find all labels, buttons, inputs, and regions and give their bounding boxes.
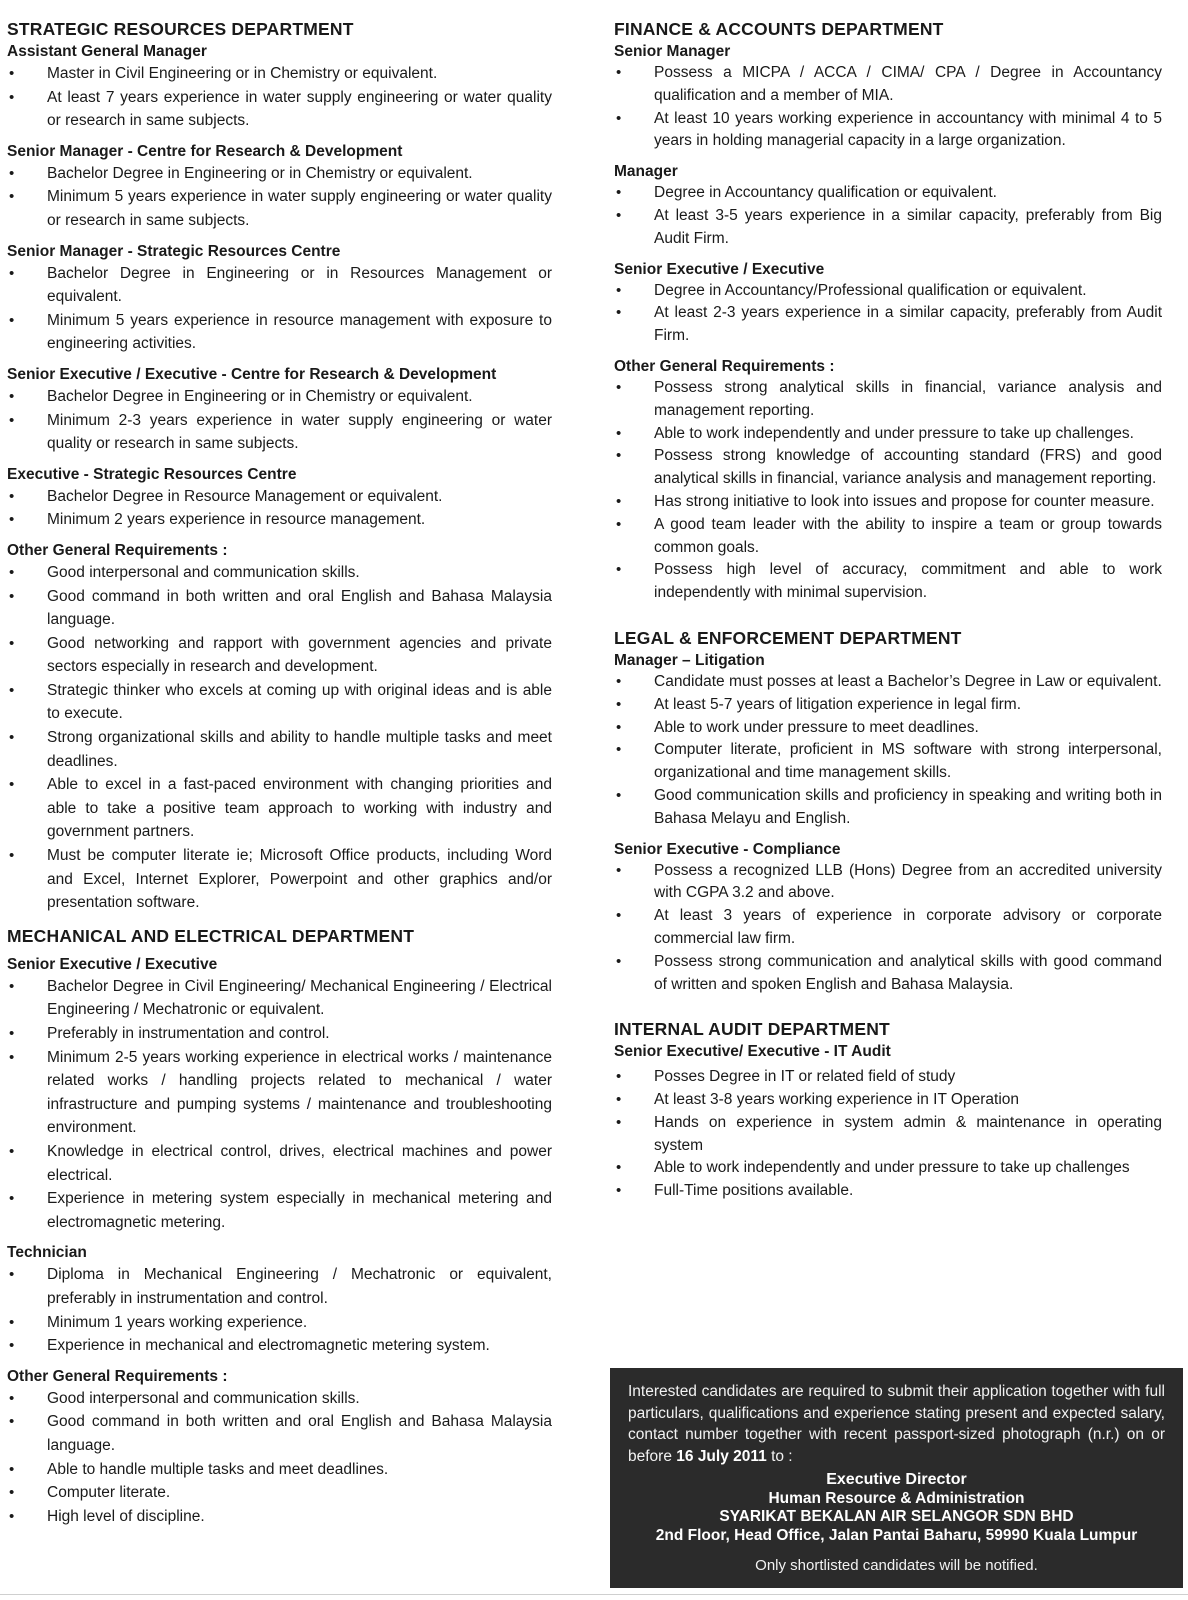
list-item: • Preferably in instrumentation and control. — [7, 1022, 552, 1046]
list-item: • Good interpersonal and communication skills. — [7, 561, 552, 585]
list-item: • Minimum 5 years experience in resource management with exposure to engineering activities. — [7, 309, 552, 356]
list-item: • Good networking and rapport with government agencies and private sectors especially in research and development. — [7, 632, 552, 679]
list-se-crd — [7, 385, 552, 456]
list-item: • At least 7 years experience in water supply engineering or water quality or research in same subjects. — [7, 86, 552, 133]
list-me-ogr — [7, 1387, 552, 1529]
list-item: • Strong organizational skills and ability to handle multiple tasks and meet deadlines. — [7, 726, 552, 773]
list-item: • Bachelor Degree in Engineering or in Resources Management or equivalent. — [7, 262, 552, 309]
list-legal-sec — [614, 860, 1162, 997]
notice-body — [628, 1381, 1165, 1467]
addr-hr-admin: Human Resource & Administration — [768, 1489, 1025, 1507]
list-audit-it — [614, 1066, 1162, 1203]
role-technician: Technician — [7, 1244, 87, 1262]
shortlist-note: Only shortlisted candidates will be notified. — [755, 1557, 1038, 1574]
list-item: • Posses Degree in IT or related field of study — [614, 1066, 1162, 1089]
role-other-general-requirements-me: Other General Requirements : — [7, 1367, 228, 1385]
list-item: • Able to work independently and under pressure to take up challenges. — [614, 423, 1162, 446]
list-item: • Possess strong analytical skills in financial, variance analysis and management reporting. — [614, 377, 1162, 423]
role-senior-executive-it-audit: Senior Executive/ Executive - IT Audit — [614, 1043, 891, 1061]
list-fin-se — [614, 280, 1162, 348]
list-item: • Good command in both written and oral English and Bahasa Malaysia language. — [7, 585, 552, 632]
role-senior-executive-crd: Senior Executive / Executive - Centre for Research & Development — [7, 365, 497, 383]
list-sm-crd — [7, 162, 552, 233]
list-item: • Possess a recognized LLB (Hons) Degree from an accredited university with CGPA 3.2 and above. — [614, 860, 1162, 906]
role-other-general-requirements: Other General Requirements : — [7, 541, 228, 559]
list-item: • Minimum 2-5 years working experience in electrical works / maintenance related works / handling projects related to mechanical / water infrastructure and pumping systems / maintenance and troubleshooting environment. — [7, 1046, 552, 1140]
list-item: • High level of discipline. — [7, 1505, 552, 1529]
list-item: • Good interpersonal and communication skills. — [7, 1387, 552, 1411]
list-item: • Diploma in Mechanical Engineering / Mechatronic or equivalent, preferably in instrumentation and control. — [7, 1263, 552, 1310]
list-legal-ml — [614, 671, 1162, 831]
list-item: • Experience in mechanical and electromagnetic metering system. — [7, 1334, 552, 1358]
role-senior-executive-compliance: Senior Executive - Compliance — [614, 840, 841, 858]
list-strategic-ogr — [7, 561, 552, 915]
role-senior-manager-finance: Senior Manager — [614, 43, 731, 60]
list-item: • Able to handle multiple tasks and meet deadlines. — [7, 1458, 552, 1482]
role-other-general-requirements-fin: Other General Requirements : — [614, 357, 835, 375]
application-notice-box — [610, 1368, 1183, 1588]
list-item: • At least 3-5 years experience in a similar capacity, preferably from Big Audit Firm. — [614, 205, 1162, 251]
list-item: • Minimum 2 years experience in resource management. — [7, 508, 552, 532]
list-item: • Possess strong communication and analytical skills with good command of written and spoken English and Bahasa Malaysia. — [614, 951, 1162, 997]
list-item: • Degree in Accountancy qualification or equivalent. — [614, 182, 1162, 205]
role-manager-litigation: Manager – Litigation — [614, 651, 765, 669]
list-item: • Bachelor Degree in Engineering or in Chemistry or equivalent. — [7, 162, 552, 186]
addr-location: 2nd Floor, Head Office, Jalan Pantai Baharu, 59990 Kuala Lumpur — [655, 1526, 1138, 1544]
list-item: • Possess high level of accuracy, commitment and able to work independently with minimal supervision. — [614, 559, 1162, 605]
list-sm-src — [7, 262, 552, 356]
list-item: • At least 5-7 years of litigation experience in legal firm. — [614, 694, 1162, 717]
role-executive-src: Executive - Strategic Resources Centre — [7, 465, 297, 483]
list-item: • At least 10 years working experience in accountancy with minimal 4 to 5 years in holding managerial capacity in a large organization. — [614, 108, 1162, 154]
addr-executive-director: Executive Director — [826, 1471, 967, 1488]
list-me-se — [7, 975, 552, 1235]
dept-title-finance: FINANCE & ACCOUNTS DEPARTMENT — [614, 19, 944, 39]
dept-title-strategic: STRATEGIC RESOURCES DEPARTMENT — [7, 19, 354, 39]
list-technician — [7, 1263, 552, 1357]
dept-title-legal: LEGAL & ENFORCEMENT DEPARTMENT — [614, 627, 962, 648]
list-item: • Degree in Accountancy/Professional qualification or equivalent. — [614, 280, 1162, 303]
list-item: • Bachelor Degree in Engineering or in Chemistry or equivalent. — [7, 385, 552, 409]
list-item: • Computer literate. — [7, 1481, 552, 1505]
list-item: • At least 2-3 years experience in a similar capacity, preferably from Audit Firm. — [614, 302, 1162, 348]
dept-title-audit: INTERNAL AUDIT DEPARTMENT — [614, 1019, 890, 1040]
deadline-date: 16 July 2011 — [676, 1447, 767, 1465]
list-item: • Bachelor Degree in Civil Engineering/ Mechanical Engineering / Electrical Engineering / Mechatronic or equivalent. — [7, 975, 552, 1022]
role-senior-executive-finance: Senior Executive / Executive — [614, 260, 825, 278]
list-item: • Computer literate, proficient in MS software with strong interpersonal, organizational and time management skills. — [614, 739, 1162, 785]
list-fin-mgr — [614, 182, 1162, 250]
list-item: • Full-Time positions available. — [614, 1180, 1162, 1203]
notice-text: Interested candidates are required to submit their application together with full particulars, qualifications and experience stating present and expected salary, contact number together with recent passport-sized photograph (n.r.) on or before — [628, 1383, 1165, 1465]
bottom-divider — [0, 1594, 1188, 1595]
list-item: • Good communication skills and proficiency in speaking and writing both in Bahasa Melayu and English. — [614, 785, 1162, 831]
list-item: • Possess strong knowledge of accounting standard (FRS) and good analytical skills in financial, variance analysis and management reporting. — [614, 445, 1162, 491]
list-item: • At least 3-8 years working experience in IT Operation — [614, 1089, 1162, 1112]
notice-to: to : — [771, 1447, 793, 1465]
list-item: • Must be computer literate ie; Microsoft Office products, including Word and Excel, Internet Explorer, Powerpoint and other graphics and/or presentation software. — [7, 844, 552, 915]
list-item: • Possess a MICPA / ACCA / CIMA/ CPA / Degree in Accountancy qualification and a member of MIA. — [614, 62, 1162, 108]
list-item: • Strategic thinker who excels at coming up with original ideas and is able to execute. — [7, 679, 552, 726]
list-item: • Able to excel in a fast-paced environment with changing priorities and able to take a positive team approach to working with industry and government partners. — [7, 773, 552, 844]
list-item: • Able to work independently and under pressure to take up challenges — [614, 1157, 1162, 1180]
left-column — [7, 18, 552, 1528]
address-block — [628, 1471, 1165, 1545]
list-item: • At least 3 years of experience in corporate advisory or corporate commercial law firm. — [614, 905, 1162, 951]
dept-title-mechanical: MECHANICAL AND ELECTRICAL DEPARTMENT — [7, 925, 415, 946]
list-item: • Master in Civil Engineering or in Chemistry or equivalent. — [7, 62, 552, 86]
role-senior-executive-me: Senior Executive / Executive — [7, 955, 218, 973]
list-item: • Knowledge in electrical control, drives, electrical machines and power electrical. — [7, 1140, 552, 1187]
addr-company: SYARIKAT BEKALAN AIR SELANGOR SDN BHD — [719, 1508, 1074, 1525]
list-item: • Able to work under pressure to meet deadlines. — [614, 717, 1162, 740]
list-agm — [7, 62, 552, 133]
list-item: • Minimum 5 years experience in water supply engineering or water quality or research in same subjects. — [7, 185, 552, 232]
list-item: • Minimum 1 years working experience. — [7, 1311, 552, 1335]
list-item: • A good team leader with the ability to inspire a team or group towards common goals. — [614, 514, 1162, 560]
role-senior-manager-src: Senior Manager - Strategic Resources Centre — [7, 242, 341, 260]
list-item: • Candidate must posses at least a Bachelor’s Degree in Law or equivalent. — [614, 671, 1162, 694]
list-item: • Bachelor Degree in Resource Management or equivalent. — [7, 485, 552, 509]
role-manager-finance: Manager — [614, 163, 678, 181]
list-item: • Has strong initiative to look into issues and propose for counter measure. — [614, 491, 1162, 514]
list-ex-src — [7, 485, 552, 532]
right-column — [614, 18, 1162, 1203]
role-assistant-general-manager: Assistant General Manager — [7, 43, 207, 60]
list-item: • Minimum 2-3 years experience in water supply engineering or water quality or research in same subjects. — [7, 409, 552, 456]
list-item: • Hands on experience in system admin & maintenance in operating system — [614, 1112, 1162, 1158]
list-fin-sm — [614, 62, 1162, 153]
list-item: • Experience in metering system especially in mechanical metering and electromagnetic metering. — [7, 1187, 552, 1234]
list-item: • Good command in both written and oral English and Bahasa Malaysia language. — [7, 1410, 552, 1457]
list-fin-ogr — [614, 377, 1162, 605]
role-senior-manager-crd: Senior Manager - Centre for Research & Development — [7, 142, 403, 160]
